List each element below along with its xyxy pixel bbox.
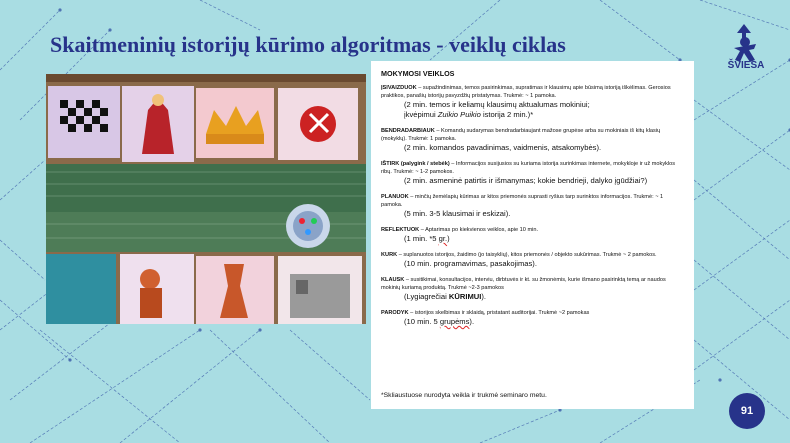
- activity-term: KURK: [381, 252, 398, 258]
- slide-title: Skaitmeninių istorijų kūrimo algoritmas - veiklų ciklas: [50, 32, 566, 57]
- activity-term: BENDRADARBIAUK: [381, 128, 435, 134]
- activity-item: [381, 276, 684, 302]
- photo-board-game: [46, 74, 366, 324]
- activity-detail: įkvėpimui Zuikio Puikio istorija 2 min.)*: [404, 110, 534, 119]
- story-title: Zuikio Puikio: [437, 110, 481, 119]
- activity-detail: (2 min. asmeninė patirtis ir išmanymas; kokie bendrieji, dalyko įgūdžiai?): [404, 176, 648, 185]
- activity-item: [381, 251, 684, 269]
- activity-detail: (5 min. 3-5 klausimai ir eskizai).: [404, 209, 511, 218]
- activity-description: – Informacijos susijusios su kuriama istorija surinkimas internete, mokykloje ir už mokyklos ribų. Trukmė: ~ 1-2 pamokos.: [381, 161, 676, 175]
- activity-item: [381, 226, 684, 244]
- activity-description: – minčių žemėlapių kūrimas ar kitos priemonės suprasti ryšius tarp surinktos informacijos. Trukmė: ~ 1 pamoka.: [381, 194, 664, 208]
- activity-term: REFLEKTUOK: [381, 227, 420, 233]
- activity-description: – supažindinimas, temos pasirinkimas, supratimas ir klausimų apie būsimą istoriją iškėlimas. Gerosios praktikos, panašių istorijų pavyzdžių pristatymas. Trukmė: ~ 1 pamoka.: [381, 85, 671, 99]
- activity-detail: (10 min. 5 grupėms).: [404, 317, 475, 326]
- footnote: *Skliaustuose nurodyta veikla ir trukmė seminaro metu.: [381, 392, 547, 399]
- logo-wordmark: ŠVIESA: [727, 60, 765, 71]
- learning-activities-panel: [371, 61, 694, 409]
- activity-description: – susitikimai, konsultacijos, interviu, dirbtuvės ir kt. su žmonėmis, kurie išmano pasirinktą temą ar naudos mokinių kuriamą produktą. Trukmė ~2-3 pamokos: [381, 277, 666, 291]
- activity-detail: (2 min. temos ir keliamų klausimų aktualumas mokiniui;: [404, 100, 590, 109]
- activity-description: – Komandų sudarymas bendradarbiaujant mažose grupėse arba su mokiniais iš kitų klasių (mokyklų). Trukmė: 1 pamoka.: [381, 128, 661, 142]
- page-number-badge: 91: [729, 393, 765, 429]
- panel-heading: MOKYMOSI VEIKLOS: [381, 69, 455, 78]
- activity-item: [381, 127, 684, 153]
- activity-item: [381, 193, 684, 219]
- activity-description: – istorijos skelbimas ir sklaidą, pristatant auditorijai. Trukmė ~2 pamokas: [408, 310, 590, 316]
- activity-detail: (2 min. komandos pavadinimas, vaidmenis, atsakomybės).: [404, 143, 602, 152]
- activity-term: PLANUOK: [381, 194, 409, 200]
- activity-term: PARODYK: [381, 310, 409, 316]
- activity-detail: (10 min. programavimas, pasakojimas).: [404, 259, 537, 268]
- activity-item: [381, 160, 684, 186]
- activity-item: [381, 84, 684, 120]
- activity-detail: (Lygiagrečiai KŪRIMUI).: [404, 292, 487, 301]
- activity-term: IŠTIRK (palygink / stebėk): [381, 161, 450, 167]
- activity-item: [381, 309, 684, 327]
- activity-description: – suplanuotos istorijos, žaidimo (jo taisyklių), kitos priemonės / objekto sukūrimas. Trukmė ~ 2 pamokos.: [397, 252, 657, 258]
- activity-description: – Aptarimas po kiekvienos veiklos, apie 10 min.: [419, 227, 539, 233]
- activity-term: ĮSIVAIZDUOK: [381, 85, 417, 91]
- activity-term: KLAUSK: [381, 277, 405, 283]
- activity-detail: (1 min. *5 gr.): [404, 234, 450, 243]
